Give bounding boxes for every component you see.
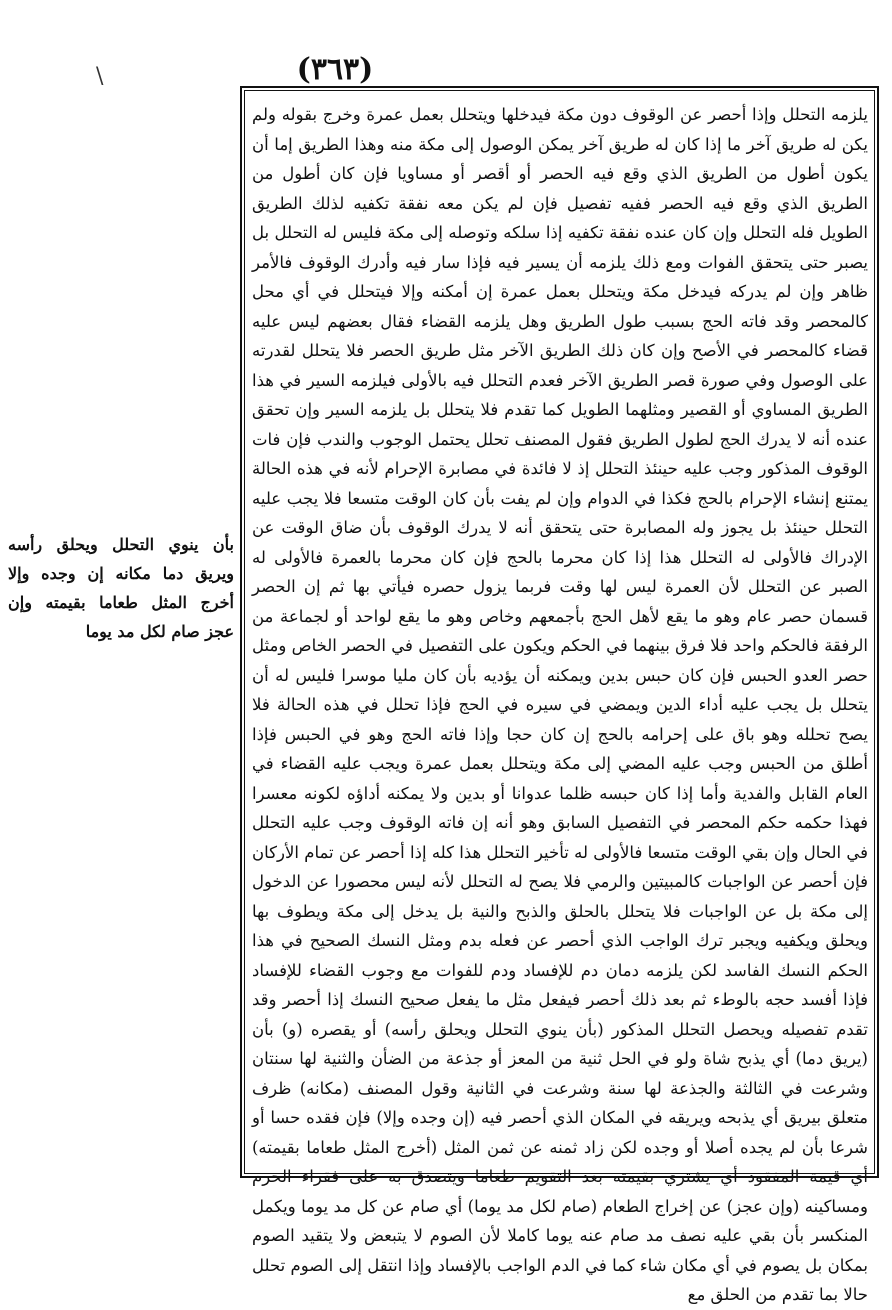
- commentary-text: [252, 100, 868, 1304]
- corner-mark: \: [96, 64, 104, 89]
- margin-matn-note: [8, 530, 234, 690]
- page-number: (٣٦٣): [296, 52, 374, 87]
- commentary-paragraph: يلزمه التحلل وإذا أحصر عن الوقوف دون مكة فيدخلها ويتحلل بعمل عمرة وخرج بقوله ولم يكن له طريق آخر ما إذا كان له طريق آخر يمكن الوصول إلى مكة منه وهذا الطريق إما أن يكون أطول من الطريق الذي وقع فيه الحصر أو أقصر أو مساويا فإن كان أطول من الطريق الذي وقع فيه الحصر ففيه تفصيل فإن لم يكن معه نفقة تكفيه لذلك الطريق الطويل فله التحلل وإن كان عنده نفقة تكفيه إذا سلكه وتوصله إلى مكة فليس له التحلل بل يصبر حتى يتحقق الفوات ومع ذلك يلزمه أن يسير فيه فإذا سار فيه وأدرك الوقوف فالأمر ظاهر وإن لم يدركه فيدخل مكة ويتحلل بعمل عمرة إن أمكنه وإلا فيتحلل في أي محل كالمحصر وقد فاته الحج بسبب طول الطريق وهل يلزمه القضاء فقال بعضهم ليس عليه قضاء كالمحصر في الأصح وإن كان ذلك الطريق الآخر مثل طريق الحصر فلا يتحلل لقدرته على الوصول وفي صورة قصر الطريق الآخر فعدم التحلل فيه بالأولى فيلزمه السير في هذا الطريق المساوي أو القصير ومثلهما الطويل كما تقدم فلا يتحلل بل يلزمه السير وإن تحقق عنده أنه لا يدرك الحج لطول الطريق فقول المصنف تحلل يحتمل الوجوب والندب فإن فات الوقوف المذكور وجب عليه حينئذ التحلل إذ لا فائدة في مصابرة الإحرام لأنه في هذه الحالة يمتنع إنشاء الإحرام بالحج فكذا في الدوام وإن لم يفت بأن كان الوقت متسعا فلا يجب عليه التحلل حينئذ بل يجوز وله المصابرة حتى يتحقق أنه لا يدرك الوقوف بأن ضاق الوقت عن الإدراك فالأولى له التحلل هذا إذا كان محرما بالحج فإن كان محرما بالعمرة فالأولى له الصبر عن التحلل لأن العمرة ليس لها وقت فربما يزول حصره فيأتي بها ثم إن الحصر قسمان حصر عام وهو ما يقع لأهل الحج بأجمعهم وخاص وهو ما يقع لواحد أو لجماعة من الرفقة فالحكم واحد فلا فرق بينهما في الحكم ويكون على التفصيل في الحصر الخاص ومثل حصر العدو الحبس فإن كان حبس بدين ويمكنه أن يؤديه بأن كان مليا موسرا فليس له أن يتحلل بل يجب عليه أداء الدين ويمضي في سيره في الحج فإذا تحلل في هذه الحالة فلا يصح تحلله وهو باق على إحرامه بالحج إن كان حجا وإذا فاته الحج وهو في الحبس فإذا أطلق من الحبس وجب عليه المضي إلى مكة ويتحلل بعمل عمرة ويجب عليه القضاء في العام القابل والفدية وأما إذا كان حبسه ظلما عدوانا أو بدين ولا يمكنه أداؤه لكونه معسرا فهذا حكمه حكم المحصر في التفصيل السابق وهو أنه إن فاته الوقوف وجب عليه التحلل في الحال وإن بقي الوقت متسعا فالأولى له تأخير التحلل هذا كله إذا أحصر عن تمام الأركان فإن أحصر عن الواجبات كالمبيتين والرمي فلا يصح له التحلل لأنه ليس محصورا عن الدخول إلى مكة بل عن الواجبات فلا يتحلل بالحلق والذبح والنية بل يدخل إلى مكة ويطوف بها ويحلق ويكفيه ويجبر ترك الواجب الذي أحصر عن فعله بدم ومثل النسك الصحيح في هذا الحكم النسك الفاسد لكن يلزمه دمان دم للإفساد ودم للفوات مع وجوب القضاء للإفساد فإذا أفسد حجه بالوطء ثم بعد ذلك أحصر فيفعل مثل ما يفعل صحيح النسك إذا أحصر وقد تقدم تفصيله ويحصل التحلل المذكور (بأن ينوي التحلل ويحلق رأسه) أو يقصره (و) بأن (يريق دما) أي يذبح شاة ولو في الحل ثنية من المعز أو جذعة من الضأن والثنية لها سنتان وشرعت في الثالثة والجذعة لها سنة وشرعت في الثانية وقول المصنف (مكانه) ظرف متعلق بيريق أي يذبحه ويريقه في المكان الذي أحصر فيه (إن وجده وإلا) فإن فقده حسا أو شرعا بأن لم يجده أصلا أو وجده لكن زاد ثمنه عن ثمن المثل (أخرج المثل طعاما بقيمته) أي قيمة المفقود أي يشتري بقيمته بعد التقويم طعاما ويتصدق به على فقراء الحرم ومساكينه (وإن عجز) عن إخراج الطعام (صام لكل مد يوما) أي صام عن كل مد يوما ويكمل المنكسر بأن بقي عليه نصف مد صام عنه يوما كاملا لأن الصوم لا يتبعض ولا يتقيد الصوم بمكان بل يصوم في أي مكان شاء كما في الدم الواجب بالإفساد وإذا انتقل إلى الصوم تحلل حالا بما تقدم من الحلق مع: [252, 105, 868, 1304]
- margin-note-text: بأن ينوي التحلل ويحلق رأسه ويريق دما مكانه إن وجده وإلا أخرج المثل طعاما بقيمته وإن عجز صام لكل مد يوما: [8, 535, 234, 641]
